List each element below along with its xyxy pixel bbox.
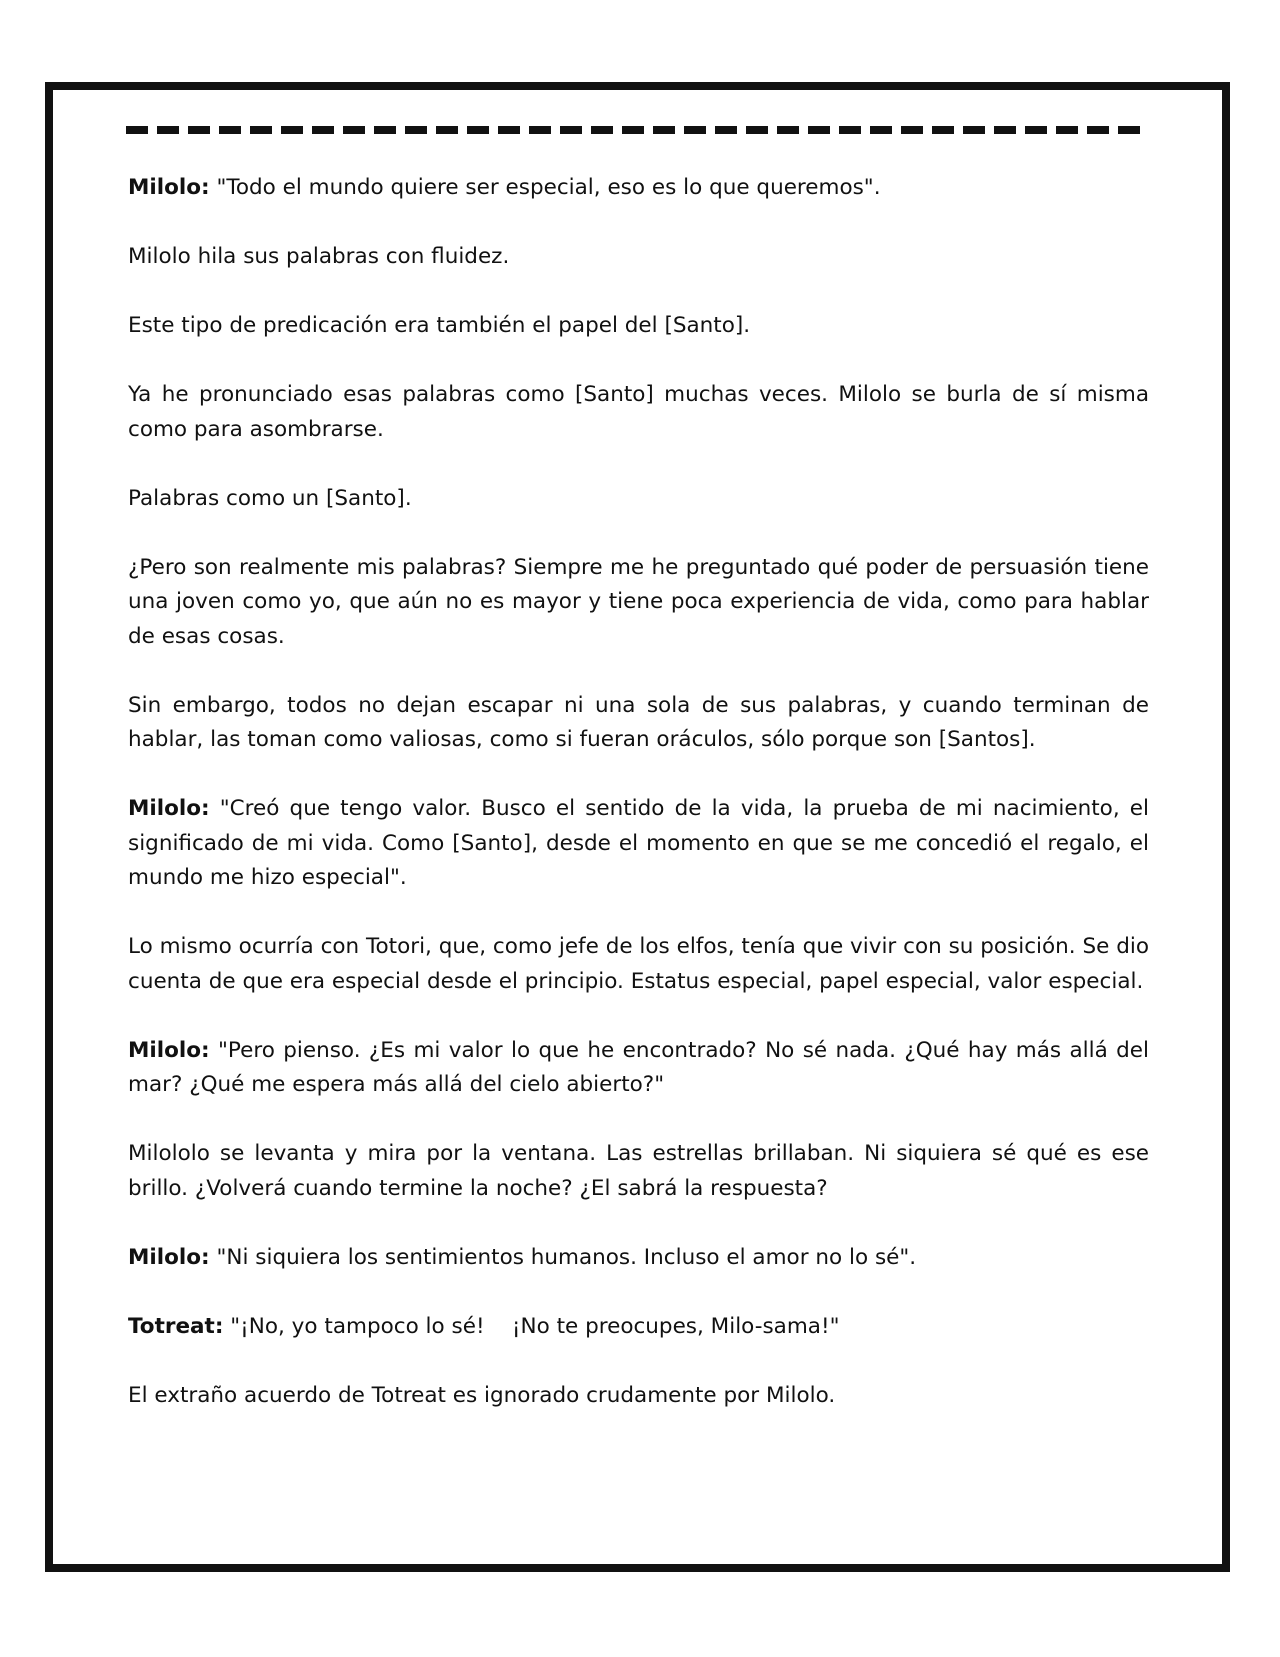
paragraph-text: "¡No, yo tampoco lo sé! ¡No te preocupes, Milo-sama!" [223, 1313, 840, 1339]
paragraph-text: Milololo se levanta y mira por la ventana. Las estrellas brillaban. Ni siquiera sé qué es ese brillo. ¿Volverá cuando termine la noche? ¿El sabrá la respuesta? [128, 1141, 1149, 1201]
paragraph [128, 378, 1149, 447]
speaker-name: Milolo: [128, 796, 210, 821]
document-body [128, 171, 1149, 1448]
speaker-name: Totreat: [128, 1313, 224, 1339]
paragraph-text: Milolo hila sus palabras con fluidez. [128, 244, 510, 269]
paragraph [128, 792, 1149, 896]
paragraph-text: "Pero pienso. ¿Es mi valor lo que he encontrado? No sé nada. ¿Qué hay más allá del mar? ¿Qué me espera más allá del cielo abierto?" [128, 1037, 1149, 1097]
paragraph-text: "Ni siquiera los sentimientos humanos. Incluso el amor no lo sé". [209, 1244, 917, 1270]
paragraph [128, 240, 1149, 275]
paragraph-text: "Creó que tengo valor. Busco el sentido de la vida, la prueba de mi nacimiento, el significado de mi vida. Como [Santo], desde el momento en que se me concedió el regalo, el mundo me hizo especial". [128, 796, 1149, 890]
paragraph-text: ¿Pero son realmente mis palabras? Siempre me he preguntado qué poder de persuasión tiene una joven como yo, que aún no es mayor y tiene poca experiencia de vida, como para hablar de esas cosas. [128, 554, 1149, 649]
paragraph-text: Ya he pronunciado esas palabras como [Santo] muchas veces. Milolo se burla de sí misma como para asombrarse. [128, 382, 1149, 442]
paragraph [128, 1034, 1149, 1103]
paragraph [128, 930, 1149, 999]
paragraph-text: Este tipo de predicación era también el papel del [Santo]. [128, 313, 751, 338]
paragraph [128, 171, 1149, 206]
paragraph-text: Sin embargo, todos no dejan escapar ni una sola de sus palabras, y cuando terminan de hablar, las toman como valiosas, como si fueran oráculos, sólo porque son [Santos]. [128, 692, 1149, 752]
paragraph [128, 1310, 1149, 1345]
paragraph-text: Palabras como un [Santo]. [128, 485, 412, 511]
speaker-name: Milolo: [128, 1244, 210, 1270]
paragraph [128, 482, 1149, 517]
speaker-name: Milolo: [128, 175, 210, 200]
paragraph [128, 689, 1149, 758]
paragraph [128, 551, 1149, 655]
paragraph [128, 1241, 1149, 1276]
dashed-divider [126, 126, 1149, 134]
paragraph [128, 1137, 1149, 1206]
paragraph [128, 309, 1149, 344]
paragraph-text: "Todo el mundo quiere ser especial, eso es lo que queremos". [209, 175, 881, 200]
paragraph [128, 1379, 1149, 1414]
paragraph-text: Lo mismo ocurría con Totori, que, como jefe de los elfos, tenía que vivir con su posición. Se dio cuenta de que era especial desde el principio. Estatus especial, papel especial, valor especial. [128, 934, 1149, 994]
paragraph-text: El extraño acuerdo de Totreat es ignorado crudamente por Milolo. [128, 1382, 836, 1408]
speaker-name: Milolo: [128, 1037, 210, 1063]
